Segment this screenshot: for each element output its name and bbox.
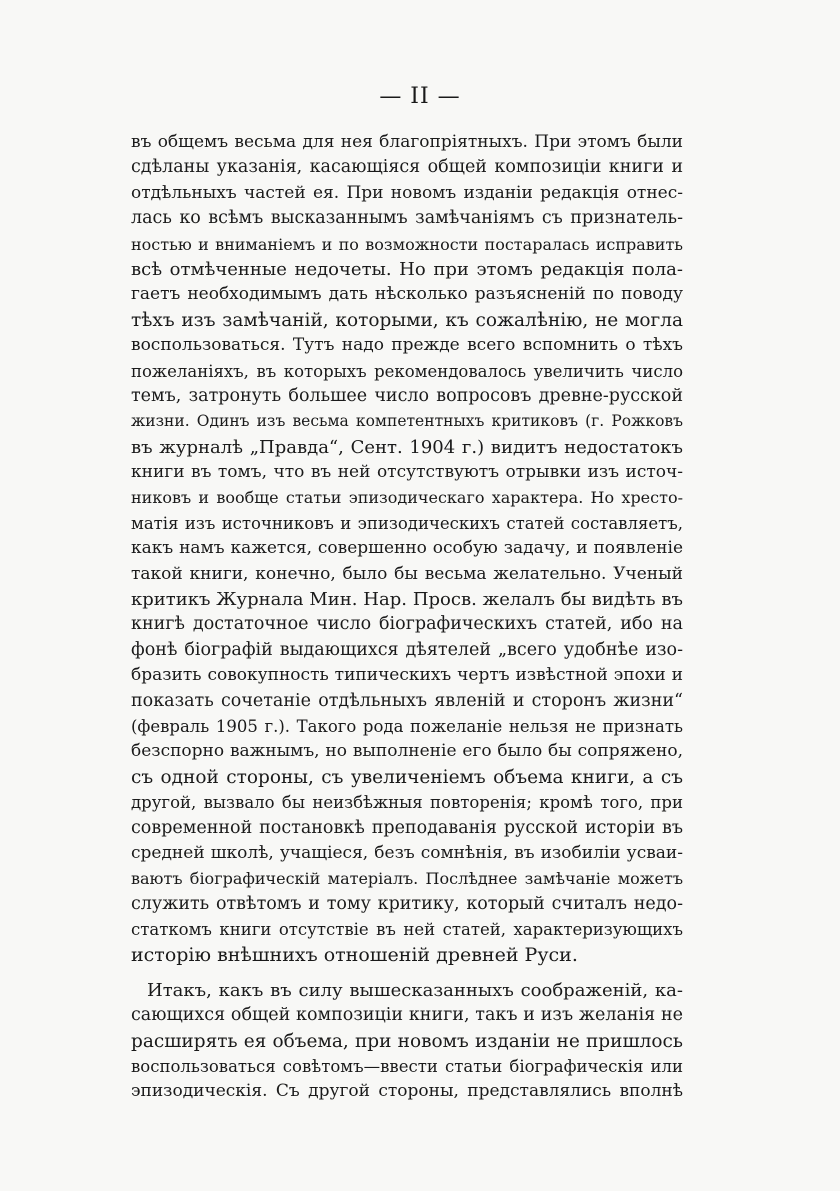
- paragraph-spacer: [131, 968, 683, 978]
- text-line: безспорно важнымъ, но выполненіе его было бы сопряжено,: [131, 741, 683, 762]
- text-line: всѣ отмѣченные недочеты. Но при этомъ редакція пола-: [131, 258, 683, 280]
- text-line: другой, вызвало бы неизбѣжныя повторенія; кромѣ того, при: [131, 793, 683, 813]
- text-line: пожеланіяхъ, въ которыхъ рекомендовалось увеличить число: [131, 361, 683, 381]
- text-line: служить отвѣтомъ и тому критику, который считалъ недо-: [131, 893, 683, 914]
- text-line: воспользоваться совѣтомъ—ввести статьи біографическія или: [131, 1057, 683, 1077]
- text-line: исторію внѣшнихъ отношеній древней Руси.: [131, 943, 578, 966]
- paragraph: [131, 978, 683, 1105]
- text-line: критикъ Журнала Мин. Нар. Просв. желалъ бы видѣть въ: [131, 589, 683, 611]
- body-text: [131, 130, 683, 1105]
- text-line: современной постановкѣ преподаванія русской исторіи въ: [131, 817, 683, 838]
- text-line: никовъ и вообще статьи эпизодическаго характера. Но хресто-: [131, 488, 683, 508]
- text-line: фонѣ біографій выдающихся дѣятелей „всего удобнѣе изо-: [131, 639, 683, 660]
- text-line: средней школѣ, учащіеся, безъ сомнѣнія, въ изобиліи усваи-: [131, 842, 683, 863]
- text-line: сдѣланы указанія, касающіяся общей композиціи книги и: [131, 157, 683, 178]
- text-line: бразить совокупность типическихъ чертъ извѣстной эпохи и: [131, 665, 683, 686]
- text-line: какъ намъ кажется, совершенно особую задачу, и появленіе: [131, 538, 683, 559]
- text-line: Итакъ, какъ въ силу вышесказанныхъ соображеній, ка-: [147, 979, 683, 1001]
- text-line: тѣхъ изъ замѣчаній, которыми, къ сожалѣнію, не могла: [131, 309, 683, 331]
- text-line: матія изъ источниковъ и эпизодическихъ статей составляетъ,: [131, 513, 683, 533]
- text-line: темъ, затронуть большее число вопросовъ древне-русской: [131, 385, 683, 406]
- text-line: эпизодическія. Съ другой стороны, представлялись вполнѣ: [131, 1081, 683, 1102]
- text-line: сающихся общей композиціи книги, такъ и изъ желанія не: [131, 1005, 683, 1026]
- text-line: отдѣльныхъ частей ея. При новомъ изданіи редакція отнес-: [131, 182, 683, 203]
- text-line: въ журналѣ „Правда“, Сент. 1904 г.) видитъ недостатокъ: [131, 436, 683, 458]
- text-line: въ общемъ весьма для нея благопріятныхъ. При этомъ были: [131, 132, 683, 152]
- text-line: расширять ея объема, при новомъ изданіи не пришлось: [131, 1030, 683, 1052]
- text-line: ностью и вниманіемъ и по возможности постаралась исправить: [131, 234, 683, 254]
- page-number-header: — II —: [379, 84, 461, 109]
- text-line: показать сочетаніе отдѣльныхъ явленій и сторонъ жизни“: [131, 690, 683, 711]
- paragraph: [131, 130, 683, 968]
- text-line: воспользоваться. Тутъ надо прежде всего вспомнить о тѣхъ: [131, 335, 683, 356]
- text-line: жизни. Одинъ изъ весьма компетентныхъ критиковъ (г. Рожковъ: [131, 412, 683, 431]
- text-line: гаетъ необходимымъ дать нѣсколько разъясненій по поводу: [131, 284, 683, 305]
- text-line: книги въ томъ, что въ ней отсутствуютъ отрывки изъ источ-: [131, 462, 683, 483]
- text-line: такой книги, конечно, было бы весьма желательно. Ученый: [131, 563, 683, 584]
- text-line: статкомъ книги отсутствіе въ ней статей, характеризующихъ: [131, 920, 683, 940]
- text-line: ваютъ біографическій матеріалъ. Послѣднее замѣчаніе можетъ: [131, 869, 683, 889]
- text-line: съ одной стороны, съ увеличеніемъ объема книги, а съ: [131, 766, 683, 788]
- text-line: (февраль 1905 г.). Такого рода пожеланіе нельзя не признать: [131, 716, 683, 736]
- text-line: книгѣ достаточное число біографическихъ статей, ибо на: [131, 614, 683, 635]
- text-line: лась ко всѣмъ высказаннымъ замѣчаніямъ съ признатель-: [131, 208, 683, 229]
